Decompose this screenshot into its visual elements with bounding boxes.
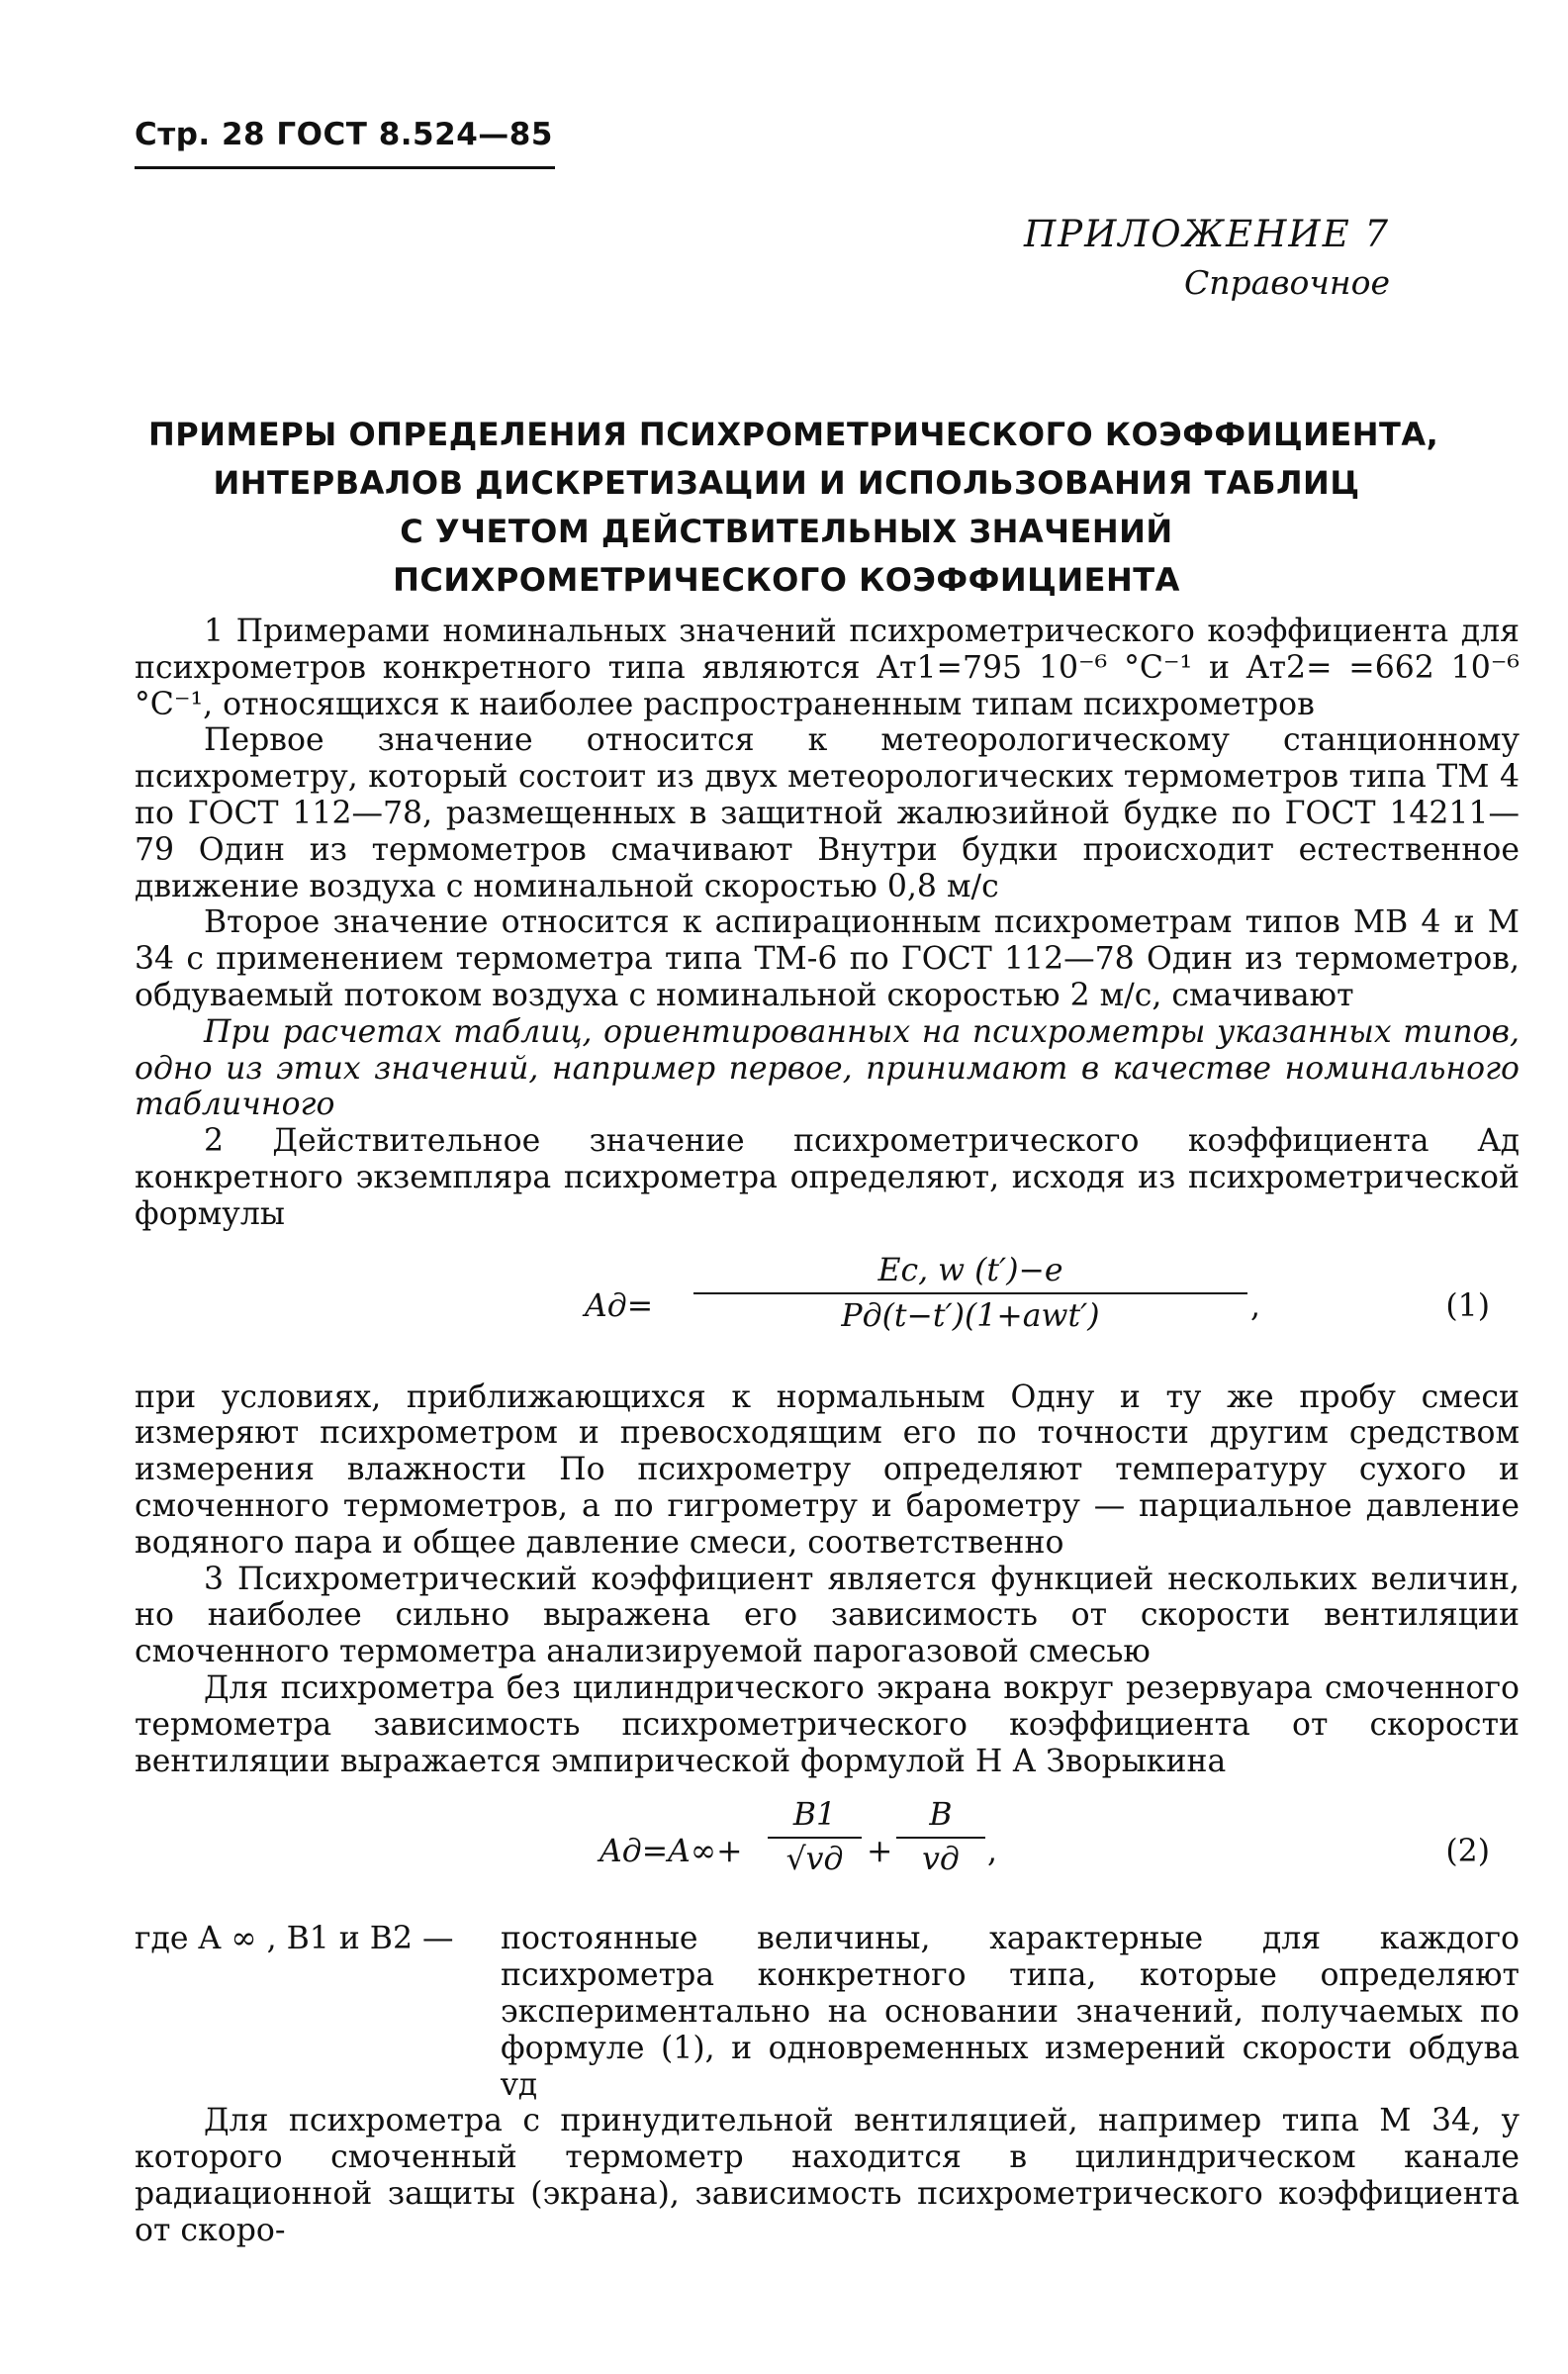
header-rule [135,166,555,169]
formula-1-lhs: Aд= [585,1287,654,1324]
formula-2-numerator-2: B [896,1797,985,1839]
where-lead: где A ∞ , B1 и B2 — [135,1921,454,1957]
section-title [148,411,1439,605]
paragraph: при условиях, приближающихся к нормальным Одну и ту же пробу смеси измеряют психрометром и превосходящим его по точности другим средством измерения влажности По психрометру определяют температуру сухого и смоченного термометров, а по гигрометру и барометру — парциальное давление водяного пара и общее давление смеси, соответственно [135,1378,1520,1561]
formula-2-fraction-1 [768,1797,862,1878]
where-clause [135,1921,1520,2103]
paragraph: 3 Психрометрический коэффициент является функцией нескольких величин, но наиболее сильно выражена его зависимость от скорости вентиляции смоченного термометра анализируемой парогазовой смесью [135,1561,1520,1670]
formula-1-number: (1) [1445,1287,1490,1324]
appendix-label [1024,213,1390,302]
title-line: ИНТЕРВАЛОВ ДИСКРЕТИЗАЦИИ И ИСПОЛЬЗОВАНИЯ ТАБЛИЦ [213,464,1360,502]
formula-2-plus: + [867,1834,893,1870]
formula-1 [135,1249,1520,1366]
formula-1-fraction [693,1253,1247,1336]
title-line: ПРИМЕРЫ ОПРЕДЕЛЕНИЯ ПСИХРОМЕТРИЧЕСКОГО КОЭФФИЦИЕНТА, [148,416,1439,453]
formula-2-denominator-1: √vд [785,1842,844,1878]
formula-2-number: (2) [1445,1834,1490,1870]
formula-1-numerator: Eс, w (t′)−e [693,1253,1247,1295]
appendix-number: ПРИЛОЖЕНИЕ 7 [1023,213,1390,255]
formula-2-fraction-2 [896,1797,985,1878]
paragraph: Второе значение относится к аспирационным психрометрам типов МВ 4 и М 34 с применением термометра типа ТМ-6 по ГОСТ 112—78 Один из термометров, обдуваемый потоком воздуха с номинальной скоростью 2 м/с, смачивают [135,904,1520,1013]
paragraph: 1 Примерами номинальных значений психрометрического коэффициента для психрометров конкретного типа являются Aт1=795 10⁻⁶ °C⁻¹ и Aт2= =662 10⁻⁶ °C⁻¹, относящихся к наиболее распространенным типам психрометров [135,614,1520,722]
paragraph: 2 Действительное значение психрометрического коэффициента Aд конкретного экземпляра психрометра определяют, исходя из психрометрической формулы [135,1123,1520,1232]
formula-2-lhs: Aд=A∞+ [600,1834,743,1870]
paragraph: Для психрометра с принудительной вентиляцией, например типа М 34, у которого смоченный термометр находится в цилиндрическом канале радиационной защиты (экрана), зависимость психрометрического коэффициента от скоро- [135,2103,1520,2248]
formula-1-denominator: Pд(t−t′)(1+awt′) [841,1298,1100,1335]
formula-2 [135,1789,1520,1913]
page-header-text: Стр. 28 ГОСТ 8.524—85 [135,117,553,152]
where-definition: постоянные величины, характерные для каждого психрометра конкретного типа, которые определяют экспериментально на основании значений, получаемых по формуле (1), и одновременных измерений скорости обдува vд [501,1921,1520,2103]
document-body [135,614,1520,2248]
formula-2-denominator-2: vд [922,1842,960,1878]
formula-1-comma: , [1250,1287,1261,1324]
formula-2-comma: , [987,1834,998,1870]
title-line: С УЧЕТОМ ДЕЙСТВИТЕЛЬНЫХ ЗНАЧЕНИЙ [400,513,1173,550]
appendix-kind: Справочное [1183,263,1390,302]
paragraph: Первое значение относится к метеорологическому станционному психрометру, который состоит из двух метеорологических термометров типа ТМ 4 по ГОСТ 112—78, размещенных в защитной жалюзийной будке по ГОСТ 14211—79 Один из термометров смачивают Внутри будки происходит естественное движение воздуха с номинальной скоростью 0,8 м/с [135,722,1520,904]
page-header [135,117,560,169]
paragraph-italic: При расчетах таблиц, ориентированных на психрометры указанных типов, одно из этих значений, например первое, принимают в качестве номинального табличного [135,1013,1520,1123]
formula-2-numerator-1: B1 [768,1797,862,1839]
title-line: ПСИХРОМЕТРИЧЕСКОГО КОЭФФИЦИЕНТА [393,561,1180,599]
paragraph: Для психрометра без цилиндрического экрана вокруг резервуара смоченного термометра зависимость психрометрического коэффициента от скорости вентиляции выражается эмпирической формулой Н А Зворыкина [135,1669,1520,1779]
